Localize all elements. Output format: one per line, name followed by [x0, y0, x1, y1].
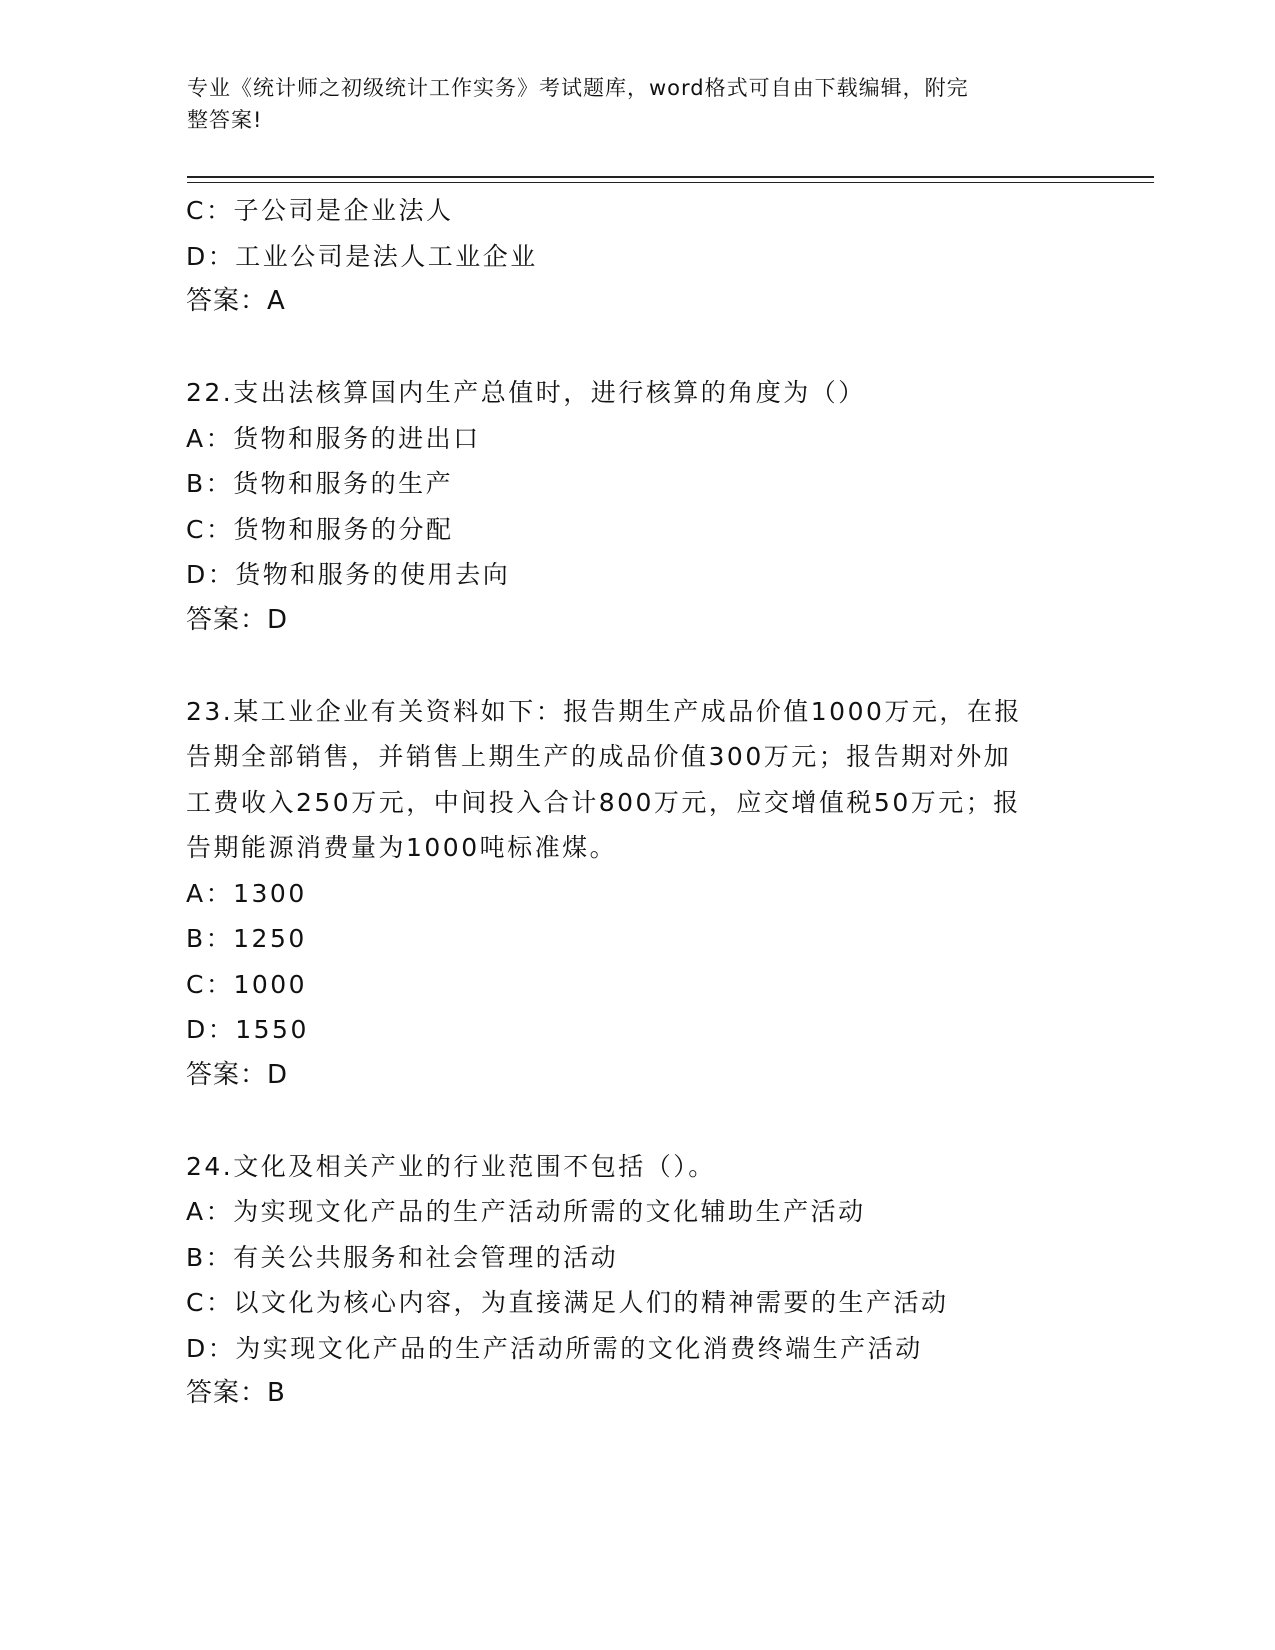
spacer [186, 1098, 1086, 1144]
header-divider-thin [187, 182, 1154, 183]
option-c: C：子公司是企业法人 [186, 196, 454, 225]
question-stem-line-4: 告期能源消费量为1000吨标准煤。 [186, 833, 618, 862]
option-b: B：有关公共服务和社会管理的活动 [186, 1242, 619, 1272]
spacer [186, 325, 1086, 371]
option-a: A：1300 [186, 878, 307, 908]
answer: 答案：B [186, 1378, 286, 1408]
page-header [187, 72, 1067, 136]
question-stem-line-3: 工费收入250万元，中间投入合计800万元，应交增值税50万元；报 [186, 787, 1021, 817]
answer: 答案：A [186, 286, 286, 316]
answer: 答案：D [186, 604, 289, 635]
option-a: A：货物和服务的进出口 [186, 423, 481, 453]
question-stem-line-2: 告期全部销售，并销售上期生产的成品价值300万元；报告期对外加 [186, 742, 1012, 771]
option-d: D：工业公司是法人工业企业 [186, 241, 538, 271]
answer: 答案：D [186, 1059, 289, 1090]
question-list [186, 188, 1086, 1417]
header-line-1: 专业《统计师之初级统计工作实务》考试题库，word格式可自由下载编辑，附完 [187, 76, 969, 100]
option-d: D：1550 [186, 1015, 309, 1044]
option-b: B：1250 [186, 924, 307, 953]
option-b: B：货物和服务的生产 [186, 469, 454, 498]
question-stem: 24.文化及相关产业的行业范围不包括（）。 [186, 1151, 716, 1181]
option-d: D：货物和服务的使用去向 [186, 560, 511, 589]
spacer [186, 643, 1086, 689]
option-c: C：以文化为核心内容，为直接满足人们的精神需要的生产活动 [186, 1288, 949, 1317]
option-a: A：为实现文化产品的生产活动所需的文化辅助生产活动 [186, 1197, 866, 1226]
header-divider-thick [187, 176, 1154, 178]
header-line-2: 整答案! [187, 108, 263, 132]
question-21 [186, 188, 1086, 325]
question-stem-line-1: 23.某工业企业有关资料如下：报告期生产成品价值1000万元，在报 [186, 696, 1022, 726]
option-d: D：为实现文化产品的生产活动所需的文化消费终端生产活动 [186, 1333, 923, 1363]
question-24 [186, 1144, 1086, 1417]
option-c: C：货物和服务的分配 [186, 514, 454, 544]
question-stem: 22.支出法核算国内生产总值时，进行核算的角度为（） [186, 378, 866, 407]
question-23 [186, 689, 1086, 1099]
option-c: C：1000 [186, 969, 308, 999]
question-22 [186, 370, 1086, 643]
